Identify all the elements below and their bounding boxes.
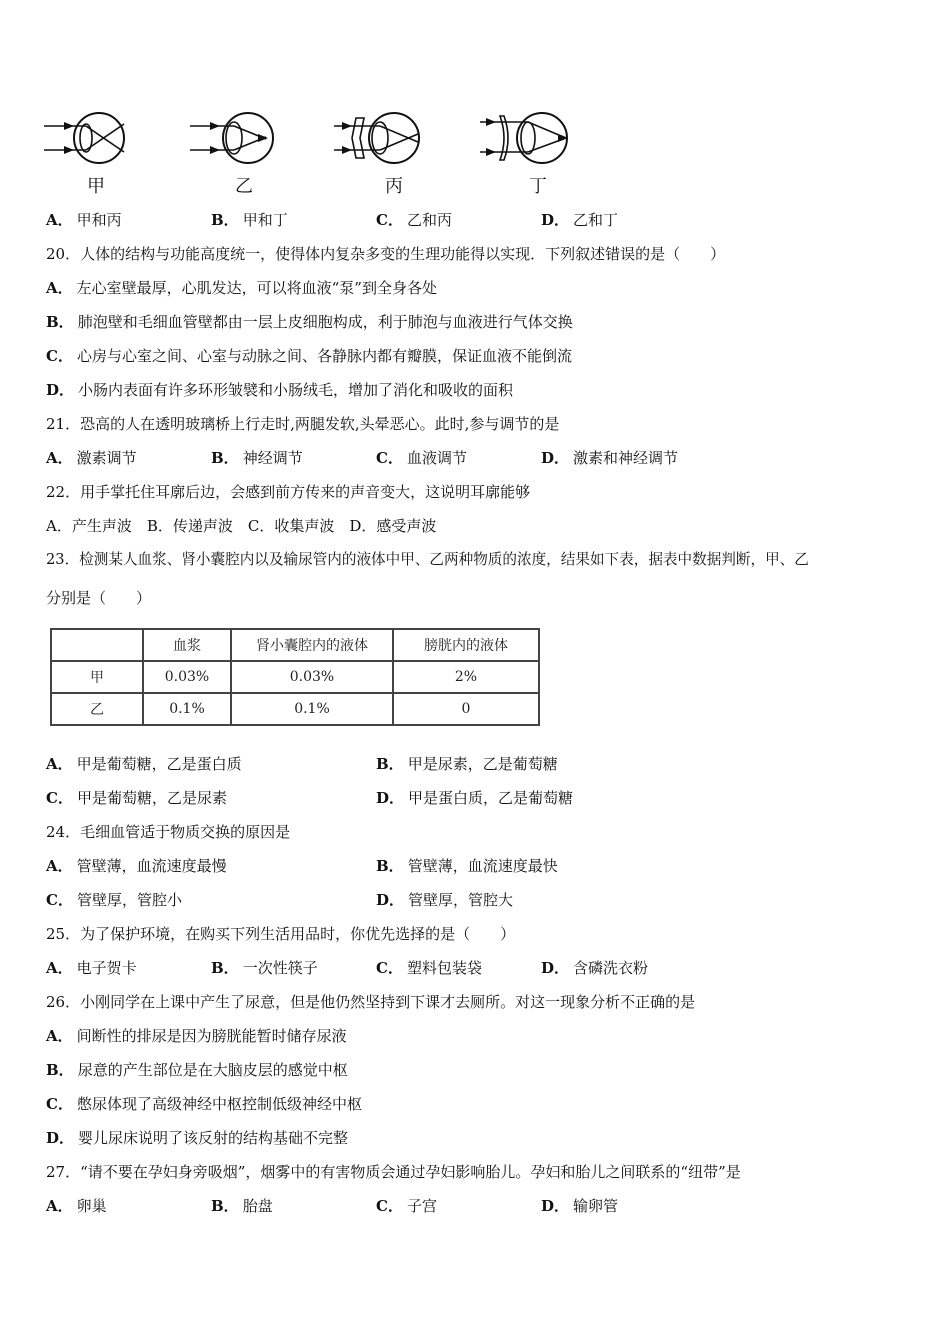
q22-options[interactable]: A．产生声波 B．传递声波 C．收集声波 D．感受声波 [46,517,437,535]
q24-option-d[interactable] [376,890,513,910]
q20-option-a[interactable] [46,278,437,298]
q24-stem: 24．毛细血管适于物质交换的原因是 [46,823,291,841]
q27-option-a-text: 卵巢 [76,1197,107,1215]
q25-option-b[interactable] [211,958,318,978]
q25-option-c-label: C． [376,959,403,977]
q23-stem-line1: 23．检测某人血浆、肾小囊腔内以及输尿管内的液体中甲、乙两种物质的浓度，结果如下表，据表中数据判断，甲、乙 [46,551,809,568]
q25-option-a-text: 电子贺卡 [76,959,137,977]
q26-option-b-text: 尿意的产生部位是在大脑皮层的感觉中枢 [77,1061,348,1079]
q25-option-d-text: 含磷洗衣粉 [573,959,649,977]
q26-option-c[interactable] [46,1094,362,1114]
q21-option-d[interactable] [541,448,678,468]
q20-option-a-label: A． [46,279,73,297]
q24-option-b-text: 管壁薄，血流速度最快 [407,857,558,875]
q24-option-c-label: C． [46,891,73,909]
q23-option-c[interactable] [46,788,227,808]
q23-stem-line2: 分别是（ ） [46,589,152,607]
table-row [51,661,539,693]
q24-option-c-text: 管壁厚，管腔小 [76,891,182,909]
q26-option-a[interactable] [46,1026,347,1046]
q20-option-c[interactable] [46,346,572,366]
q23-option-c-label: C． [46,789,73,807]
q25-option-a-label: A． [46,959,73,977]
figure-label-bing: 丙 [385,176,403,197]
q26-stem: 26．小刚同学在上课中产生了尿意，但是他仍然坚持到下课才去厕所。对这一现象分析不正确的是 [46,993,696,1011]
q24-option-b-label: B． [376,857,404,875]
q23-option-a-label: A． [46,755,73,773]
table-header-cell [51,629,143,661]
q27-option-a[interactable] [46,1196,107,1216]
q24-option-d-label: D． [376,891,405,909]
q19-option-d-text: 乙和丁 [573,211,619,229]
q26-option-d[interactable] [46,1128,348,1148]
q20-option-d-text: 小肠内表面有许多环形皱襞和小肠绒毛，增加了消化和吸收的面积 [78,381,514,399]
q20-option-c-text: 心房与心室之间、心室与动脉之间、各静脉内都有瓣膜，保证血液不能倒流 [76,347,572,365]
q25-option-c[interactable] [376,958,482,978]
table-header-row [51,629,539,661]
q25-option-a[interactable] [46,958,137,978]
q23-option-a-text: 甲是葡萄糖，乙是蛋白质 [76,755,242,773]
q25-option-d[interactable] [541,958,648,978]
table-cell: 0.03% [231,661,393,693]
q20-option-b-label: B． [46,313,74,331]
q27-stem: 27．“请不要在孕妇身旁吸烟”，烟雾中的有害物质会通过孕妇影响胎儿。孕妇和胎儿之间联系的“纽带”是 [46,1163,741,1181]
q23-option-d[interactable] [376,788,573,808]
q23-option-d-text: 甲是蛋白质，乙是葡萄糖 [408,789,574,807]
q24-option-a[interactable] [46,856,227,876]
q21-stem: 21．恐高的人在透明玻璃桥上行走时,两腿发软,头晕恶心。此时,参与调节的是 [46,415,560,433]
table-cell: 乙 [51,693,143,725]
figure-label-yi: 乙 [235,176,253,197]
table-cell: 2% [393,661,539,693]
q23-option-b-text: 甲是尿素，乙是葡萄糖 [407,755,558,773]
q20-option-d-label: D． [46,381,75,399]
table-header-cell: 肾小囊腔内的液体 [231,629,393,661]
q23-option-d-label: D． [376,789,405,807]
q27-option-b-label: B． [211,1197,239,1215]
q27-option-d[interactable] [541,1196,618,1216]
figure-label-jia: 甲 [87,176,105,197]
table-header-cell: 血浆 [143,629,231,661]
q20-option-b[interactable] [46,312,573,332]
figure-label-ding: 丁 [529,176,547,197]
q19-option-d[interactable] [541,210,618,230]
q21-option-a[interactable] [46,448,137,468]
q23-option-c-text: 甲是葡萄糖，乙是尿素 [76,789,227,807]
q23-data-table [50,628,540,726]
q27-option-b-text: 胎盘 [242,1197,273,1215]
table-header-cell: 膀胱内的液体 [393,629,539,661]
q19-option-b-text: 甲和丁 [242,211,288,229]
q25-stem: 25．为了保护环境，在购买下列生活用品时，你优先选择的是（ ） [46,925,516,943]
table-cell: 0.1% [143,693,231,725]
q27-option-c-label: C． [376,1197,403,1215]
q24-option-d-text: 管壁厚，管腔大 [408,891,514,909]
q21-option-d-label: D． [541,449,570,467]
q19-option-a-label: A． [46,211,73,229]
q26-option-a-text: 间断性的排尿是因为膀胱能暂时储存尿液 [76,1027,347,1045]
table-cell: 0.03% [143,661,231,693]
q26-option-a-label: A． [46,1027,73,1045]
q21-option-b-text: 神经调节 [242,449,303,467]
q21-option-d-text: 激素和神经调节 [573,449,679,467]
q21-option-c[interactable] [376,448,467,468]
q21-option-a-label: A． [46,449,73,467]
q19-option-b-label: B． [211,211,239,229]
q21-option-c-text: 血液调节 [406,449,467,467]
q27-option-c-text: 子宫 [406,1197,437,1215]
q20-option-c-label: C． [46,347,73,365]
q23-option-b-label: B． [376,755,404,773]
q24-option-a-label: A． [46,857,73,875]
table-cell: 0.1% [231,693,393,725]
q19-option-a-text: 甲和丙 [76,211,122,229]
q19-option-c-text: 乙和丙 [406,211,452,229]
q25-option-b-label: B． [211,959,239,977]
q26-option-c-text: 憋尿体现了高级神经中枢控制低级神经中枢 [76,1095,362,1113]
q19-option-a[interactable] [46,210,122,230]
q27-option-c[interactable] [376,1196,437,1216]
q27-option-a-label: A． [46,1197,73,1215]
q25-option-c-text: 塑料包装袋 [406,959,482,977]
q26-option-d-label: D． [46,1129,75,1147]
table-row [51,693,539,725]
q23-option-a[interactable] [46,754,242,774]
q19-option-b[interactable] [211,210,288,230]
q21-option-c-label: C． [376,449,403,467]
q25-option-d-label: D． [541,959,570,977]
q26-option-b-label: B． [46,1061,74,1079]
q23-option-b[interactable] [376,754,558,774]
q21-option-b-label: B． [211,449,239,467]
q27-option-d-text: 输卵管 [573,1197,619,1215]
q24-option-c[interactable] [46,890,182,910]
q24-option-b[interactable] [376,856,558,876]
q20-option-d[interactable] [46,380,513,400]
q19-option-d-label: D． [541,211,570,229]
table-cell: 0 [393,693,539,725]
q25-option-b-text: 一次性筷子 [242,959,318,977]
q27-option-b[interactable] [211,1196,273,1216]
q20-option-b-text: 肺泡壁和毛细血管壁都由一层上皮细胞构成，利于肺泡与血液进行气体交换 [77,313,573,331]
q20-stem: 20．人体的结构与功能高度统一，使得体内复杂多变的生理功能得以实现．下列叙述错误的是（ ） [46,245,726,263]
q21-option-a-text: 激素调节 [76,449,137,467]
q27-option-d-label: D． [541,1197,570,1215]
q26-option-c-label: C． [46,1095,73,1113]
q24-option-a-text: 管壁薄，血流速度最慢 [76,857,227,875]
q26-option-d-text: 婴儿尿床说明了该反射的结构基础不完整 [78,1129,349,1147]
q20-option-a-text: 左心室壁最厚，心肌发达，可以将血液“泵”到全身各处 [76,279,437,297]
q19-option-c[interactable] [376,210,452,230]
q26-option-b[interactable] [46,1060,348,1080]
q22-stem: 22．用手掌托住耳廓后边，会感到前方传来的声音变大，这说明耳廓能够 [46,483,531,501]
table-cell: 甲 [51,661,143,693]
q19-option-c-label: C． [376,211,403,229]
q21-option-b[interactable] [211,448,303,468]
